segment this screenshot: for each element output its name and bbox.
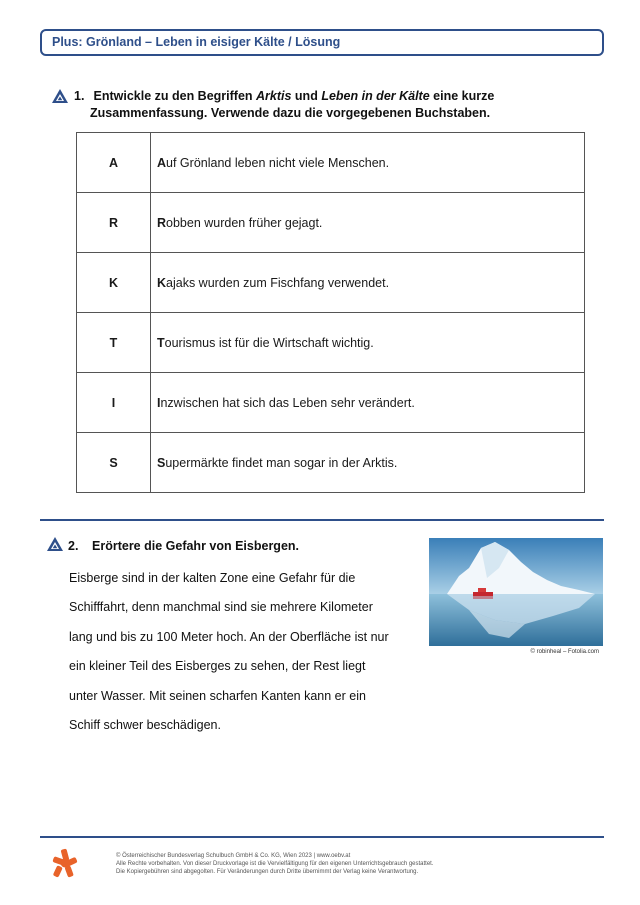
worksheet-title: Plus: Grönland – Leben in eisiger Kälte / Lösung xyxy=(40,29,604,56)
task2-heading xyxy=(68,538,299,555)
task1-line1-post: eine kurze xyxy=(429,89,495,103)
footer-divider xyxy=(40,836,604,838)
task2-number: 2. xyxy=(68,539,79,553)
acrostic-letter: T xyxy=(77,313,151,373)
table-row xyxy=(77,133,585,193)
task1-number: 1. xyxy=(74,89,85,103)
difficulty-triangle-icon xyxy=(47,537,63,551)
footer-line: Alle Rechte vorbehalten. Von dieser Druckvorlage ist die Vervielfältigung für den eigenen Unterrichtsgebrauch gestattet. xyxy=(116,861,434,867)
task2-answer xyxy=(69,564,414,740)
answer-line: Schiff schwer beschädigen. xyxy=(69,718,221,733)
footer-line: © Österreichischer Bundesverlag Schulbuch GmbH & Co. KG, Wien 2023 | www.oebv.at xyxy=(116,853,351,859)
acrostic-letter: R xyxy=(77,193,151,253)
task1-heading xyxy=(74,88,494,122)
acrostic-letter: I xyxy=(77,373,151,433)
task1-term-arktis: Arktis xyxy=(256,89,292,103)
photo-credit: © robinheal – Fotolia.com xyxy=(530,649,599,655)
acrostic-sentence: Supermärkte findet man sogar in der Arktis. xyxy=(151,433,585,493)
task1-line1-pre: Entwickle zu den Begriffen xyxy=(93,89,257,103)
acrostic-table xyxy=(76,132,585,493)
task1-line2: Zusammenfassung. Verwende dazu die vorgegebenen Buchstaben. xyxy=(90,106,491,120)
acrostic-letter: A xyxy=(77,133,151,193)
answer-line: Schifffahrt, denn manchmal sind sie mehrere Kilometer xyxy=(69,600,373,615)
task1-term-leben: Leben in der Kälte xyxy=(321,89,430,103)
table-row xyxy=(77,313,585,373)
table-row xyxy=(77,193,585,253)
difficulty-triangle-icon xyxy=(52,89,68,103)
acrostic-letter: S xyxy=(77,433,151,493)
answer-line: lang und bis zu 100 Meter hoch. An der Oberfläche ist nur xyxy=(69,629,389,644)
task1-line1-mid: und xyxy=(291,89,322,103)
table-row xyxy=(77,253,585,313)
acrostic-sentence: Robben wurden früher gejagt. xyxy=(151,193,585,253)
footer-line: Die Kopiergebühren sind abgegolten. Für Veränderungen durch Dritte übernimmt der Verlag keine Verantwortung. xyxy=(116,869,419,875)
answer-line: ein kleiner Teil des Eisberges zu sehen, der Rest liegt xyxy=(69,659,366,674)
answer-line: unter Wasser. Mit seinen scharfen Kanten kann er ein xyxy=(69,688,366,703)
section-divider xyxy=(40,519,604,521)
acrostic-sentence: Tourismus ist für die Wirtschaft wichtig. xyxy=(151,313,585,373)
answer-line: Eisberge sind in der kalten Zone eine Gefahr für die xyxy=(69,571,356,585)
publisher-logo-icon xyxy=(52,848,78,878)
acrostic-sentence: Auf Grönland leben nicht viele Menschen. xyxy=(151,133,585,193)
task2-title: Erörtere die Gefahr von Eisbergen. xyxy=(92,539,300,553)
table-row xyxy=(77,433,585,493)
acrostic-letter: K xyxy=(77,253,151,313)
table-row xyxy=(77,373,585,433)
copyright-footer xyxy=(116,852,556,876)
acrostic-sentence: Inzwischen hat sich das Leben sehr verändert. xyxy=(151,373,585,433)
iceberg-photo xyxy=(429,538,603,646)
acrostic-sentence: Kajaks wurden zum Fischfang verwendet. xyxy=(151,253,585,313)
